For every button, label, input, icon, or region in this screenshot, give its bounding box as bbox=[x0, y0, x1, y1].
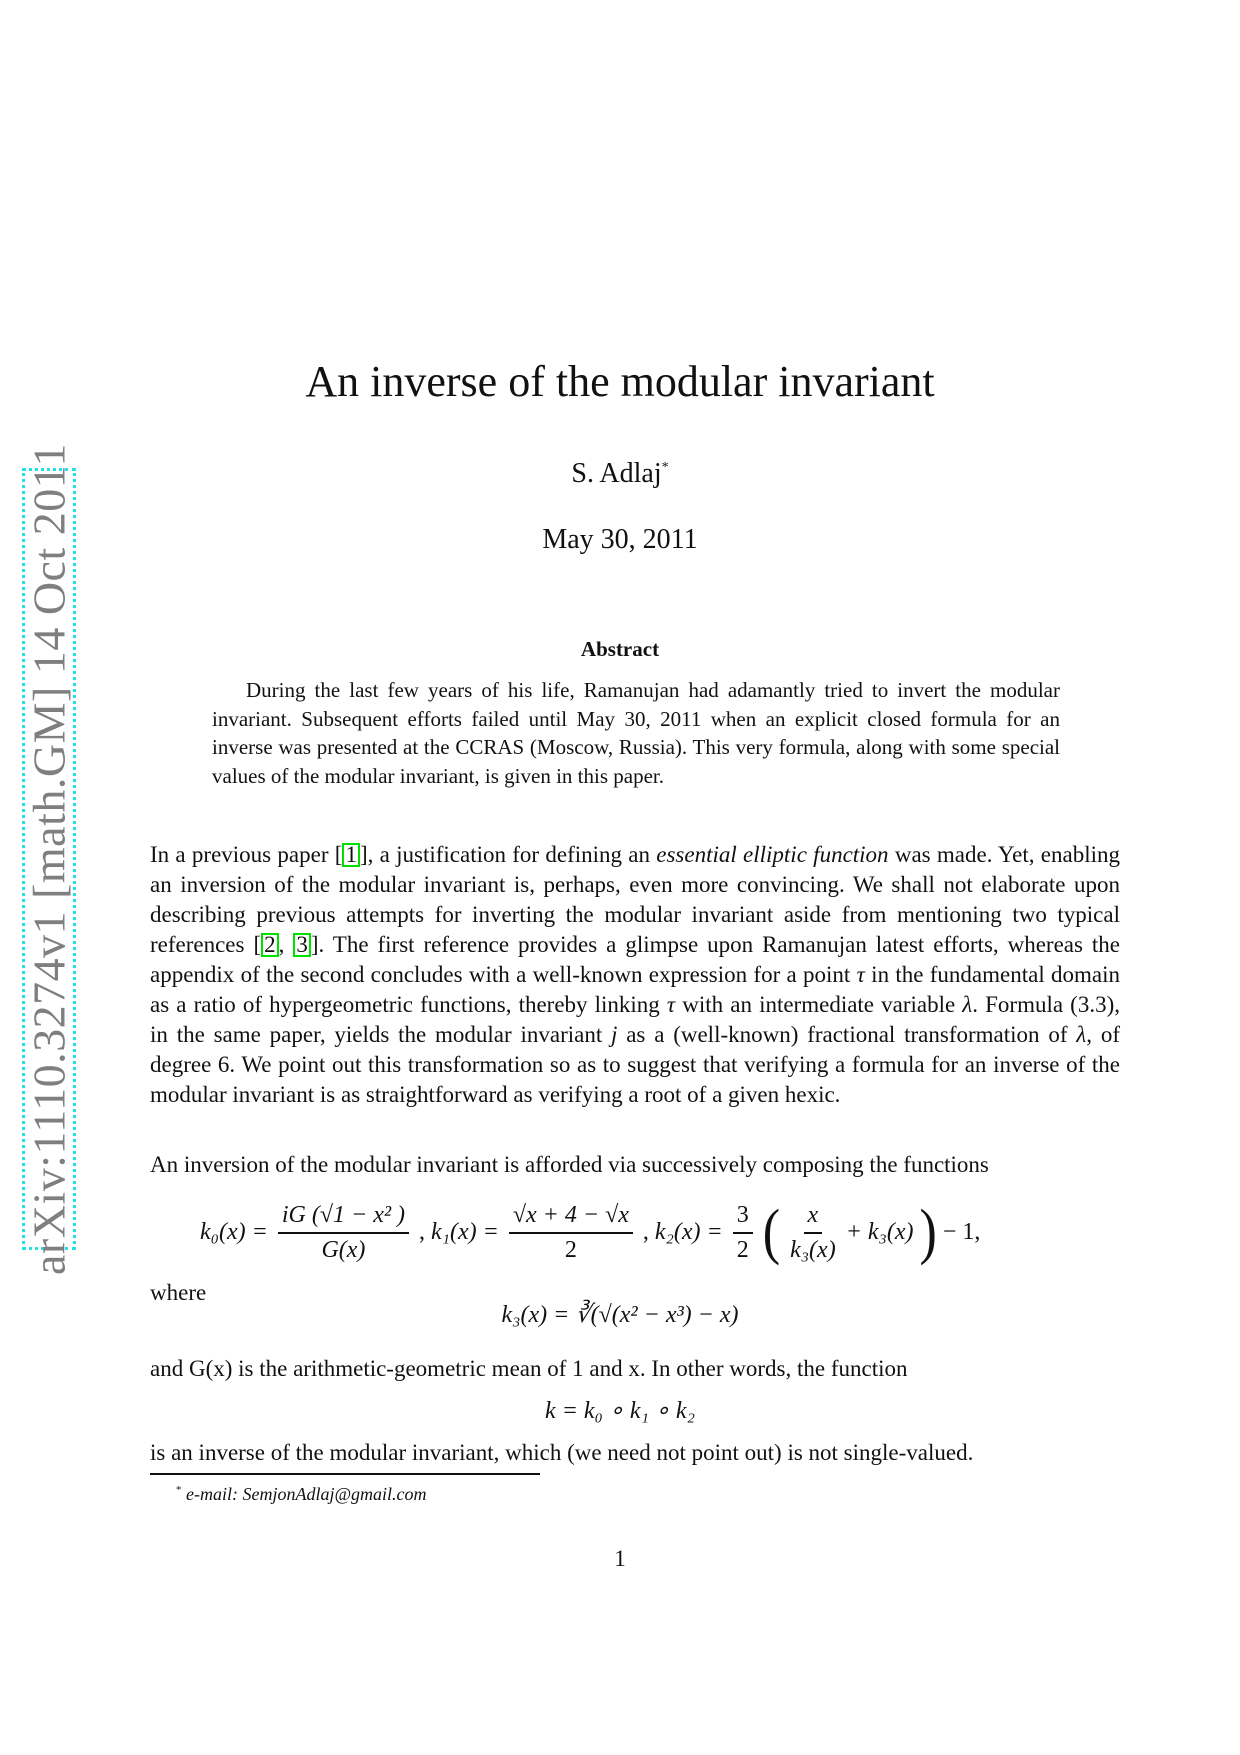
citation-link-1[interactable]: 1 bbox=[342, 843, 360, 867]
math-lambda: λ bbox=[962, 992, 973, 1017]
k0-lhs: k₀(x) = bbox=[200, 1219, 268, 1245]
abstract bbox=[212, 676, 1060, 790]
footnote-rule bbox=[150, 1473, 540, 1475]
display-formula-composition bbox=[0, 1396, 1240, 1425]
text: in the fundamental domain as a ratio of hypergeometric functions, thereby linking bbox=[150, 962, 1121, 1017]
right-paren: ) bbox=[919, 1197, 937, 1267]
text: , bbox=[278, 932, 294, 957]
author bbox=[0, 458, 1240, 490]
math-j: j bbox=[611, 1022, 618, 1047]
text: , a justification for defining an bbox=[367, 842, 657, 867]
display-formula-k0-k1-k2 bbox=[200, 1190, 1100, 1275]
where-label: where bbox=[150, 1280, 207, 1305]
text: . Formula (3.3), in the same paper, yields the modular invariant bbox=[150, 992, 1120, 1047]
inner-denominator: k₃(x) bbox=[790, 1236, 836, 1263]
paragraph-intro: In a previous paper [ 1 ], a justification for defining an essential elliptic function was made. Yet, enabling an inversion of the modular invariant is, perhaps, even more convincing. We shall not elaborate upon describing previous attempts for inverting the modular invariant aside from mentioning two typical references [ 2 , 3 ]. The first reference provides a glimpse upon Ramanujan latest efforts, whereas the appendix of the second concludes with a well-known expression for a point τ in the fundamental domain as a ratio of hypergeometric functions, thereby linking τ with an intermediate variable λ. Formula (3.3), in the same paper, yields the modular invariant j as a (well-known) fractional transformation of λ, of degree 6. We point out this transformation so as to suggest that verifying a formula for an inverse of the modular invariant is as straightforward as verifying a root of a given hexic. bbox=[150, 842, 1121, 1107]
k0-fraction bbox=[278, 1202, 409, 1264]
arxiv-stamp bbox=[22, 442, 76, 1276]
citation-link-3[interactable]: 3 bbox=[293, 933, 311, 957]
composition-formula: k = k₀ ∘ k₁ ∘ k₂ bbox=[545, 1398, 695, 1424]
k1-fraction bbox=[509, 1202, 633, 1264]
footnote-email: e-mail: SemjonAdlaj@gmail.com bbox=[186, 1484, 427, 1504]
math-tau: τ bbox=[856, 962, 865, 987]
k2-plus-term: + k₃(x) bbox=[845, 1219, 914, 1245]
agm-sentence: and G(x) is the arithmetic-geometric mean of 1 and x. In other words, the function bbox=[150, 1356, 908, 1381]
author-name: S. Adlaj bbox=[571, 458, 662, 489]
inner-numerator: x bbox=[804, 1202, 823, 1234]
k3-formula: k₃(x) = ∛(√(x² − x³) − x) bbox=[501, 1302, 739, 1328]
k2-inner-fraction bbox=[790, 1202, 836, 1264]
footnote-marker[interactable]: * bbox=[661, 460, 669, 475]
page-number: 1 bbox=[614, 1546, 626, 1571]
k2-lhs: k₂(x) = bbox=[654, 1219, 723, 1245]
footnote bbox=[176, 1484, 427, 1505]
abstract-heading: Abstract bbox=[580, 637, 660, 661]
citation-link-2[interactable]: 2 bbox=[261, 933, 279, 957]
left-paren: ( bbox=[762, 1197, 781, 1267]
k1-lhs: k₁(x) = bbox=[431, 1219, 499, 1245]
coef-numerator: 3 bbox=[733, 1202, 753, 1234]
emphasis-term: essential elliptic function bbox=[656, 842, 889, 867]
k0-denominator: G(x) bbox=[321, 1236, 366, 1263]
separator: , bbox=[642, 1219, 649, 1245]
coef-denominator: 2 bbox=[736, 1236, 749, 1263]
separator: , bbox=[419, 1219, 426, 1245]
abstract-text: During the last few years of his life, Ramanujan had adamantly tried to invert the modular invariant. Subsequent efforts failed until May 30, 2011 when an explicit closed formula for an inverse was presented at the CCRAS (Moscow, Russia). This very formula, along with some special values of the modular invariant, is given in this paper. bbox=[212, 678, 1060, 788]
text: An inversion of the modular invariant is afforded via successively composing the functions bbox=[150, 1152, 989, 1177]
math-tau: τ bbox=[666, 992, 676, 1017]
text: In a previous paper bbox=[150, 842, 335, 867]
text: . The first reference provides a glimpse upon Ramanujan latest efforts, whereas the appendix of the second concludes with a well-known expression for a point bbox=[150, 932, 1121, 987]
math-lambda: λ bbox=[1076, 1022, 1087, 1047]
paper-title: An inverse of the modular invariant bbox=[305, 357, 935, 406]
k2-tail: − 1, bbox=[942, 1219, 981, 1245]
text: , of degree 6. We point out this transformation so as to suggest that verifying a formula for an inverse of the modular invariant is as straightforward as verifying a root of a given hexic. bbox=[150, 1022, 1120, 1107]
paragraph-inversion bbox=[150, 1150, 1120, 1180]
k1-denominator: 2 bbox=[564, 1236, 577, 1263]
arxiv-identifier: arXiv:1110.3274v1 [math.GM] 14 Oct 2011 bbox=[23, 442, 75, 1276]
k0-numerator: iG (√1 − x² ) bbox=[278, 1202, 409, 1234]
display-formula-k3 bbox=[0, 1300, 1240, 1329]
text: was made. Yet, enabling an inversion of the modular invariant is, perhaps, even more convincing. We shall not elaborate upon describing previous attempts for inverting the modular invariant aside from mentioning two typical references bbox=[150, 842, 1120, 957]
k2-coefficient bbox=[733, 1202, 753, 1264]
k1-numerator: √x + 4 − √x bbox=[509, 1202, 633, 1234]
text: as a (well-known) fractional transformation of bbox=[617, 1022, 1077, 1047]
paper-date: May 30, 2011 bbox=[542, 524, 698, 555]
footnote-mark: * bbox=[176, 1484, 182, 1496]
text: with an intermediate variable bbox=[675, 992, 963, 1017]
conclusion-sentence: is an inverse of the modular invariant, which (we need not point out) is not single-valued. bbox=[150, 1440, 974, 1465]
